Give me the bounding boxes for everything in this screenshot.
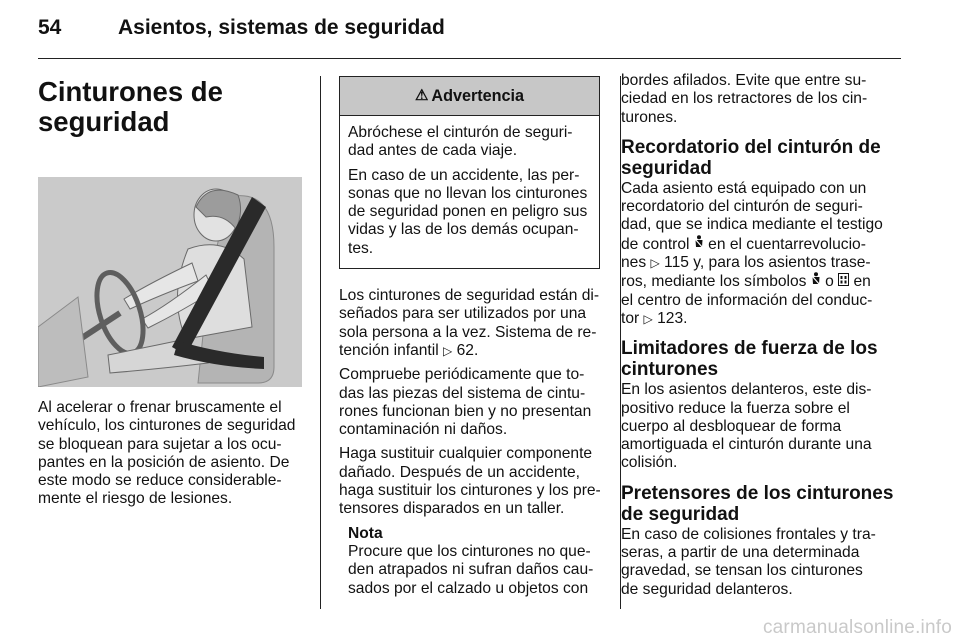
section-title-line: seguridad xyxy=(38,106,170,137)
text-line: tes. xyxy=(348,239,374,257)
text-line: sola persona a la vez. Sistema de re- xyxy=(339,323,597,341)
text-line: colisión. xyxy=(621,454,678,472)
subheading-limiters xyxy=(621,338,903,380)
page-reference[interactable]: 62. xyxy=(452,341,479,359)
seatbelt-symbol-icon xyxy=(694,235,704,254)
text-line: vehículo, los cinturones de seguridad xyxy=(38,417,296,435)
body-paragraph xyxy=(621,381,903,472)
text-line: mente el riesgo de lesiones. xyxy=(38,490,233,508)
watermark: carmanualsonline.info xyxy=(762,617,952,638)
text-line: señados para ser utilizados por una xyxy=(339,305,587,323)
column-divider-left xyxy=(320,76,321,609)
heading-line: cinturones xyxy=(621,359,719,381)
body-paragraph xyxy=(339,445,603,518)
text-line: tención infantil xyxy=(339,341,444,359)
text-line: En caso de un accidente, las per- xyxy=(348,166,580,184)
text-line: amortiguada el cinturón durante una xyxy=(621,436,872,454)
body-paragraph xyxy=(339,366,603,439)
text-line: turones. xyxy=(621,108,678,126)
text-line: de control xyxy=(621,235,694,253)
text-line: sados por el calzado u objetos con xyxy=(348,579,589,597)
body-paragraph xyxy=(339,287,603,360)
page-reference[interactable]: 115 y, para los asientos trase- xyxy=(659,254,871,272)
warning-paragraph xyxy=(348,167,591,258)
section-title-line: Cinturones de xyxy=(38,76,223,107)
text-line: se bloquean para sujetar a los ocu- xyxy=(38,435,282,453)
chapter-title: Asientos, sistemas de seguridad xyxy=(118,16,445,39)
text-line: de seguridad delanteros. xyxy=(621,580,793,598)
note-block xyxy=(348,525,603,598)
subheading-pretensioners xyxy=(621,483,903,525)
warning-body xyxy=(340,116,599,268)
text-line: den atrapados ni sufran daños cau- xyxy=(348,561,594,579)
text-line: bordes afilados. Evite que entre su- xyxy=(621,72,867,89)
heading-line: seguridad xyxy=(621,157,712,179)
text-line: Procure que los cinturones no que- xyxy=(348,542,591,560)
page-reference-arrow-icon: ▷ xyxy=(643,311,653,326)
text-line: Los cinturones de seguridad están di- xyxy=(339,287,600,305)
text-line: este modo se reduce considerable- xyxy=(38,472,282,490)
page-reference[interactable]: 123. xyxy=(652,309,688,327)
heading-line: Recordatorio del cinturón de xyxy=(621,136,881,158)
text-line: Haga sustituir cualquier componente xyxy=(339,445,593,463)
warning-title: Advertencia xyxy=(431,86,525,105)
text-line: contaminación ni daños. xyxy=(339,421,508,439)
warning-header xyxy=(340,77,599,116)
text-line: gravedad, se tensan los cinturones xyxy=(621,562,863,580)
intro-paragraph xyxy=(38,399,302,509)
text-line: ciedad en los retractores de los cin- xyxy=(621,90,868,108)
text-line: de seguridad ponen en peligro sus xyxy=(348,203,588,221)
column-3 xyxy=(621,72,903,605)
page-number: 54 xyxy=(38,16,62,39)
text-line: vidas y las de los demás ocupan- xyxy=(348,221,579,239)
text-line: rones funcionan bien y no presentan xyxy=(339,402,592,420)
column-1 xyxy=(38,76,302,515)
text-line: En caso de colisiones frontales y tra- xyxy=(621,525,876,543)
heading-line: Pretensores de los cinturones xyxy=(621,482,894,504)
heading-line: Limitadores de fuerza de los xyxy=(621,338,878,360)
driver-with-seatbelt-illustration xyxy=(38,177,302,387)
text-line: dad antes de cada viaje. xyxy=(348,142,518,160)
text-line: dad, que se indica mediante el testigo xyxy=(621,216,883,234)
text-line: seras, a partir de una determinada xyxy=(621,544,860,562)
text-line: Cada asiento está equipado con un xyxy=(621,179,867,197)
page-reference-arrow-icon: ▷ xyxy=(650,256,660,271)
rear-seat-symbol-icon xyxy=(838,273,849,291)
section-title xyxy=(38,77,302,137)
text-line: nes xyxy=(621,254,651,272)
text-line: cuerpo al desbloquear de forma xyxy=(621,417,842,435)
text-line: Abróchese el cinturón de seguri- xyxy=(348,124,573,141)
text-line: En los asientos delanteros, este dis- xyxy=(621,381,872,399)
text-line: Compruebe periódicamente que to- xyxy=(339,366,585,384)
heading-line: de seguridad xyxy=(621,503,740,525)
text-line: sonas que no llevan los cinturones xyxy=(348,184,588,202)
continued-paragraph xyxy=(621,72,903,127)
body-paragraph xyxy=(621,526,903,599)
warning-box xyxy=(339,76,600,269)
text-line: en xyxy=(849,273,871,291)
text-line: el centro de información del conduc- xyxy=(621,291,873,309)
text-line: dañado. Después de un accidente, xyxy=(339,463,581,481)
text-line: positivo reduce la fuerza sobre el xyxy=(621,399,850,417)
seatbelt-symbol-icon xyxy=(811,272,821,291)
note-title: Nota xyxy=(348,524,383,542)
text-line: haga sustituir los cinturones y los pre- xyxy=(339,482,601,500)
text-line: tor xyxy=(621,309,644,327)
page-reference-arrow-icon: ▷ xyxy=(443,343,453,358)
text-line: tensores disparados en un taller. xyxy=(339,500,565,518)
warning-paragraph xyxy=(348,124,591,161)
text-line: pantes en la posición de asiento. De xyxy=(38,453,290,471)
column-2 xyxy=(339,76,603,598)
text-line: o xyxy=(820,273,839,291)
header-rule xyxy=(38,58,901,59)
text-line: recordatorio del cinturón de seguri- xyxy=(621,198,863,216)
text-line: ros, mediante los símbolos xyxy=(621,273,811,291)
text-line: das las piezas del sistema de cintu- xyxy=(339,384,586,402)
text-line: en el cuentarrevolucio- xyxy=(703,235,866,253)
text-line: Al acelerar o frenar bruscamente el xyxy=(38,399,282,416)
body-paragraph xyxy=(621,180,903,328)
subheading-reminder xyxy=(621,137,903,179)
warning-triangle-icon: ⚠ xyxy=(414,86,429,104)
